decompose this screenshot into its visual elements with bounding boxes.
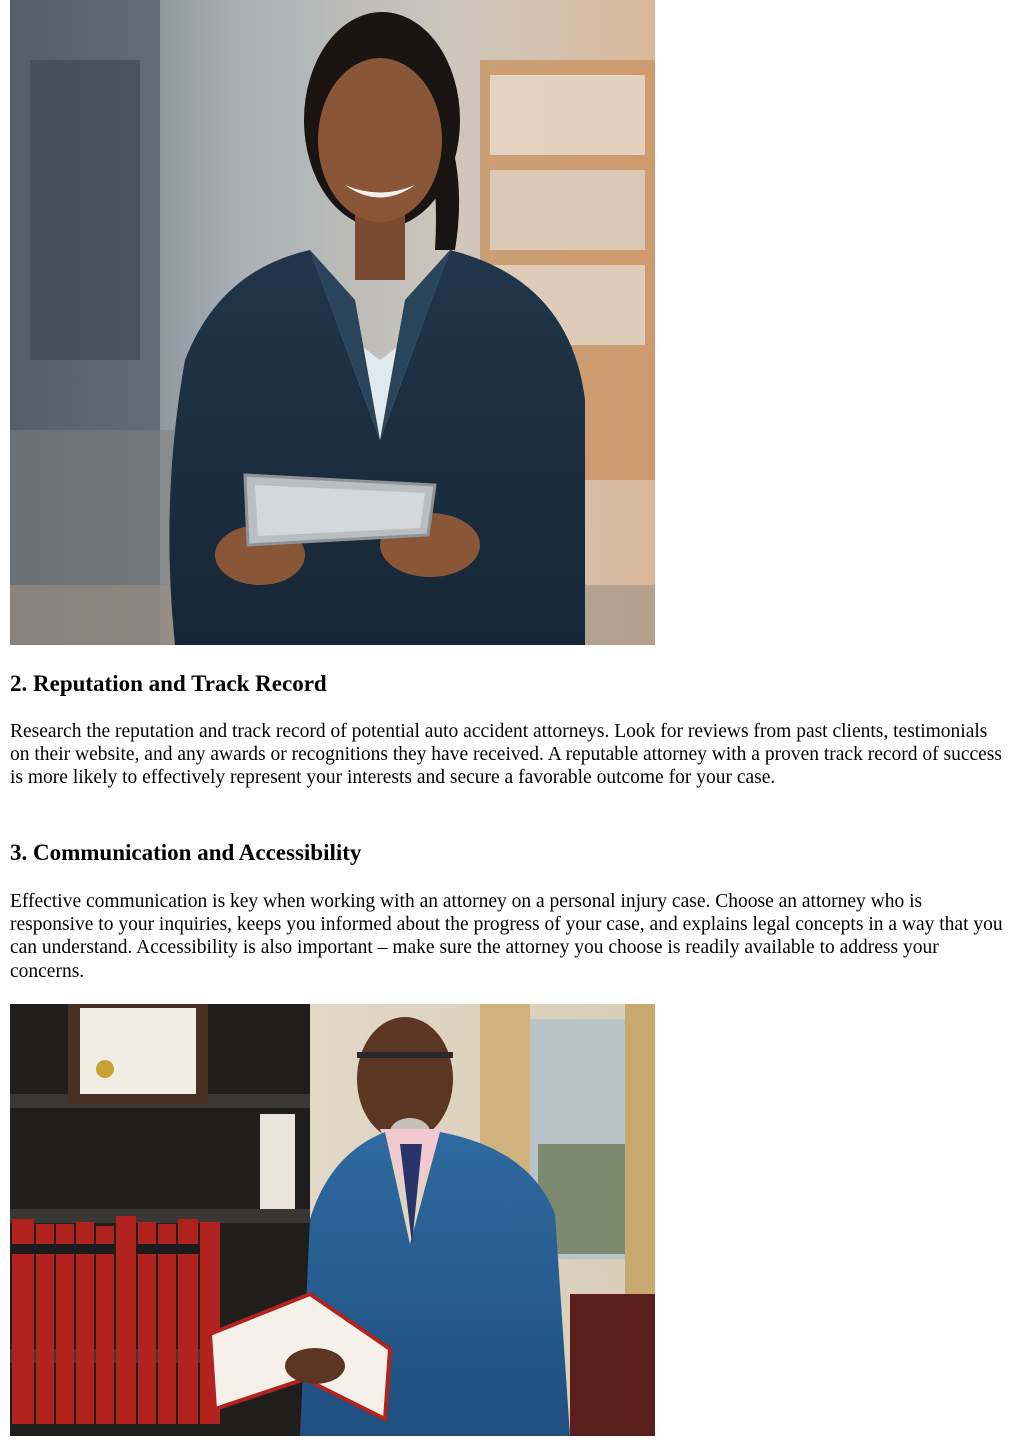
section-body-communication: Effective communication is key when working with an attorney on a personal injury case. Choose an attorney who is responsive to your inquiries, keeps you informed about the progress of your case, and explains legal concepts in a way that you can understand. Accessibility is also important – make sure the attorney you choose is readily available to address your concerns.	[10, 891, 1003, 982]
portrait-photo-icon	[10, 1004, 655, 1436]
attorney-man-photo	[10, 1004, 655, 1436]
attorney-woman-photo	[10, 0, 655, 645]
section-heading-communication: 3. Communication and Accessibility	[10, 840, 362, 865]
section-body-reputation: Research the reputation and track record of potential auto accident attorneys. Look for reviews from past clients, testimonials on their website, and any awards or recognitions they have received. A reputable attorney with a proven track record of success is more likely to effectively represent your interests and secure a favorable outcome for your case.	[10, 721, 1002, 789]
portrait-photo-icon	[10, 0, 655, 645]
section-heading-reputation: 2. Reputation and Track Record	[10, 671, 327, 696]
